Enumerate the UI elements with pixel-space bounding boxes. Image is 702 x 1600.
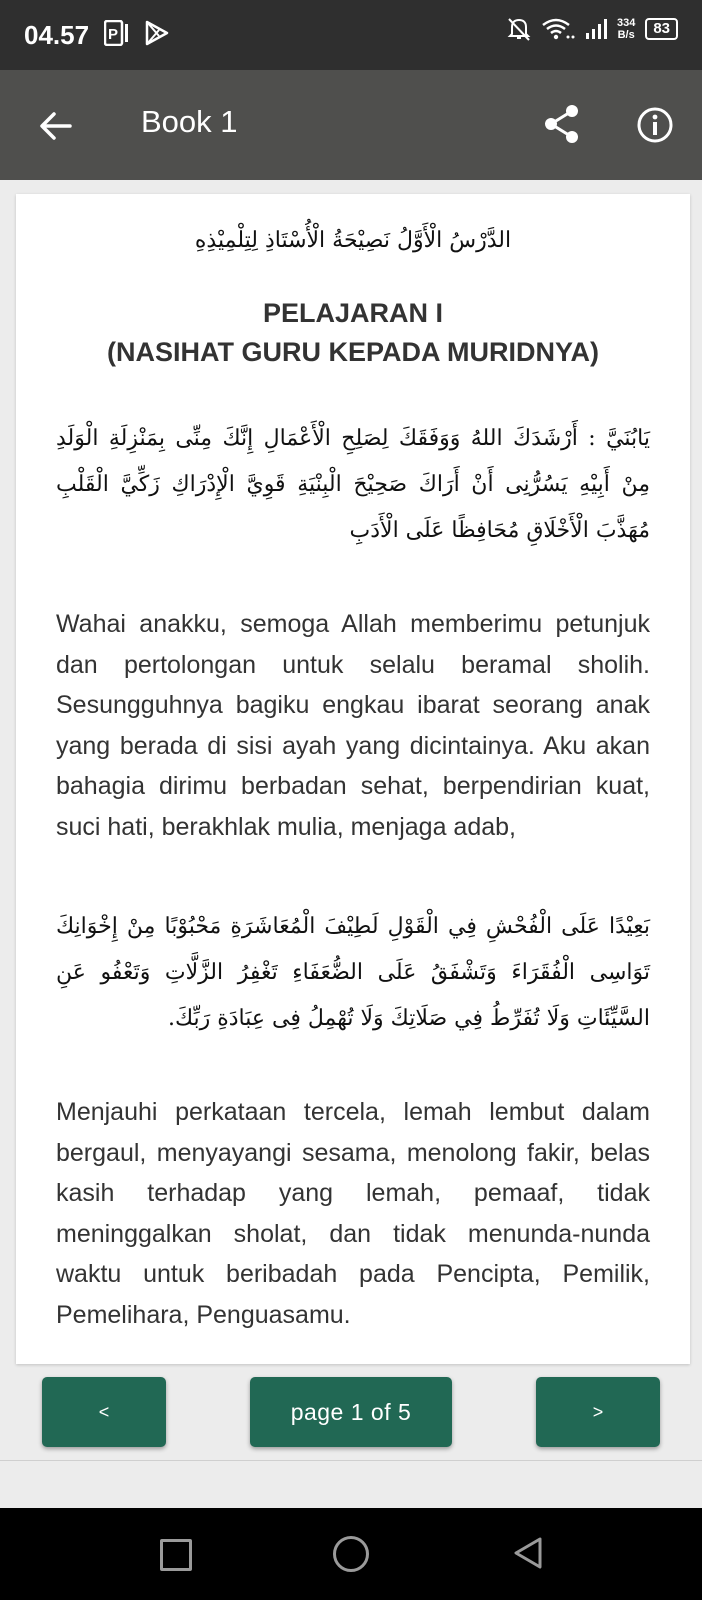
status-bar <box>0 0 702 70</box>
lesson-heading <box>16 294 690 372</box>
play-store-icon <box>144 20 170 46</box>
info-icon[interactable] <box>636 106 674 144</box>
arabic-title: الدَّرْسُ الْأَوَّلُ نَصِيْحَةُ الْأُسْتَاذِ لِتِلْمِيْذِهِ <box>194 228 512 253</box>
divider <box>0 1460 702 1461</box>
page-title: Book 1 <box>141 104 238 139</box>
lesson-heading-line-2: (NASIHAT GURU KEPADA MURIDNYA) <box>107 337 599 367</box>
translation-paragraph-2: Menjauhi perkataan tercela, lemah lembut dalam bergaul, menyayangi sesama, menolong fakir, belas kasih terhadap yang lemah, pemaaf, tidak meninggalkan sholat, dan tidak menunda-nunda waktu untuk beribadah pada Pencipta, Pemilik, Pemelihara, Penguasamu. <box>56 1098 650 1329</box>
svg-text:P: P <box>108 26 119 43</box>
back-arrow-icon[interactable] <box>36 106 76 146</box>
home-icon[interactable] <box>333 1536 369 1572</box>
status-time: 04.57 <box>24 20 90 50</box>
next-page-button[interactable]: > <box>536 1377 660 1447</box>
network-speed: 334 B/s <box>616 17 636 41</box>
arabic-text-1: يَابُنَيَّ : أَرْشَدَكَ اللهُ وَوَفَقَكَ لِصَلِحِ الْأَعْمَالِ إِنَّكَ مِنِّى بِمَنْزِلَةِ الْوَلَدِ مِنْ أَبِيْهِ يَسُرُّنِى أَنْ أَرَاكَ صَحِيْحَ الْبِنْيَةِ قَوِيَّ الْإِدْرَاكِ زَكِّيَّ الْقَلْبِ مُهَذَّبَ الْأَخْلَاقِ مُحَافِظًا عَلَى الْأَدَبِ <box>56 426 650 543</box>
page-indicator-button[interactable]: page 1 of 5 <box>250 1377 452 1447</box>
system-back-icon[interactable] <box>512 1536 544 1570</box>
translation-paragraph-1: Wahai anakku, semoga Allah memberimu petunjuk dan pertolongan untuk selalu beramal sholih. Sesungguhnya bagiku engkau ibarat seorang anak yang berada di sisi ayah yang dicintainya. Aku akan bahagia dirimu berbadan sehat, berpendirian kuat, suci hati, berakhlak mulia, menjaga adab, <box>56 610 650 841</box>
mute-bell-icon <box>507 16 531 42</box>
share-icon[interactable] <box>544 104 580 144</box>
previous-page-button[interactable]: < <box>42 1377 166 1447</box>
parking-app-icon <box>104 20 132 46</box>
battery-indicator: 83 <box>645 18 678 40</box>
recent-apps-icon[interactable] <box>160 1539 192 1571</box>
signal-icon <box>585 18 607 40</box>
arabic-text-2: بَعِيْدًا عَلَى الْفُحْشِ فِي الْقَوْلِ لَطِيْفَ الْمُعَاشَرَةِ مَحْبُوْبًا مِنْ إِخْوَانِكَ تَوَاسِى الْفُقَرَاءَ وَتَشْفَقُ عَلَى الضُّعَفَاءِ تَغْفِرُ الزَّلَّاتِ وَتَعْفُو عَنِ السَّيِّئَاتِ وَلَا تُفَرِّطُ فِي صَلَاتِكَ وَلَا تُهْمِلُ فِى عِبَادَةِ رَبِّكَ. <box>56 914 650 1031</box>
lesson-heading-line-1: PELAJARAN I <box>262 298 444 328</box>
app-bar <box>0 70 702 180</box>
lesson-card <box>16 194 690 1364</box>
wifi-icon <box>541 16 575 42</box>
system-navigation-bar <box>0 1508 702 1600</box>
